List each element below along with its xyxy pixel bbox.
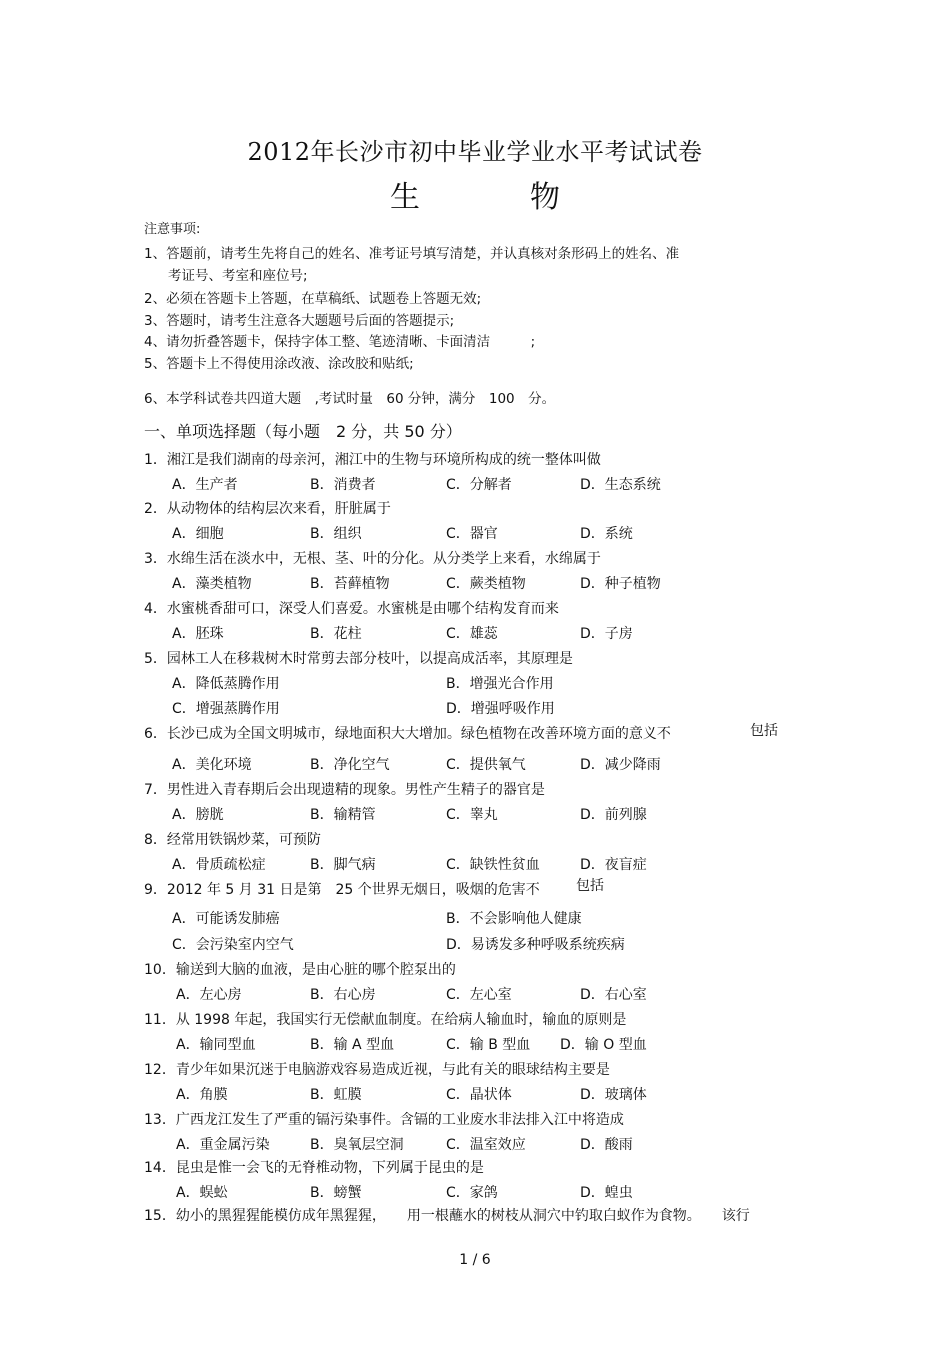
page-number: 1 / 6: [459, 1252, 491, 1268]
question-stem: 1．湘江是我们湖南的母亲河，湘江中的生物与环境所构成的统一整体叫做: [144, 452, 601, 468]
option-d: D．生态系统: [580, 477, 661, 493]
option-b: B．消费者: [310, 477, 376, 493]
option-d: D．前列腺: [580, 807, 647, 823]
option-a: A．膀胱: [172, 807, 224, 823]
option-b: B．螃蟹: [310, 1185, 362, 1201]
option-a: A．左心房: [176, 987, 242, 1003]
option-c: C．睾丸: [446, 807, 498, 823]
option-a: A．藻类植物: [172, 576, 252, 592]
question-stem: 5．园林工人在移栽树木时常剪去部分枝叶，以提高成活率，其原理是: [144, 651, 573, 667]
section-title: 一、单项选择题（每小题 2 分，共 50 分）: [144, 422, 462, 441]
option-b: B．增强光合作用: [446, 676, 554, 692]
question-stem: 13．广西龙江发生了严重的镉污染事件。含镉的工业废水非法排入江中将造成: [144, 1112, 624, 1128]
option-b: B．不会影响他人健康: [446, 911, 582, 927]
note-item: 2、必须在答题卡上答题，在草稿纸、试题卷上答题无效;: [144, 291, 482, 307]
question-stem: 6．长沙已成为全国文明城市，绿地面积大大增加。绿色植物在改善环境方面的意义不: [144, 726, 671, 742]
option-a: A．重金属污染: [176, 1137, 270, 1153]
option-c: C．家鸽: [446, 1185, 498, 1201]
option-c: C．器官: [446, 526, 498, 542]
question-stem: 15．幼小的黑猩猩能模仿成年黑猩猩， 用一根蘸水的树枝从洞穴中钓取白蚁作为食物。 该行: [144, 1208, 750, 1224]
option-d: D．易诱发多种呼吸系统疾病: [446, 937, 625, 953]
note-item: 6、本学科试卷共四道大题 ,考试时量 60 分钟，满分 100 分。: [144, 391, 556, 407]
option-d: D．右心室: [580, 987, 647, 1003]
option-b: B．苔藓植物: [310, 576, 390, 592]
option-a: A．骨质疏松症: [172, 857, 266, 873]
question-aside-text: 包括: [576, 878, 604, 894]
note-item: 1、答题前，请考生先将自己的姓名、准考证号填写清楚，并认真核对条形码上的姓名、准: [144, 246, 680, 262]
option-a: A．角膜: [176, 1087, 228, 1103]
option-a: A．美化环境: [172, 757, 252, 773]
option-c: C．增强蒸腾作用: [172, 701, 280, 717]
option-d: D．增强呼吸作用: [446, 701, 555, 717]
option-d: D．输 O 型血: [560, 1037, 647, 1053]
option-d: D．种子植物: [580, 576, 661, 592]
option-a: A．生产者: [172, 477, 238, 493]
option-c: C．雄蕊: [446, 626, 498, 642]
option-c: C．输 B 型血: [446, 1037, 531, 1053]
question-stem: 10．输送到大脑的血液，是由心脏的哪个腔泵出的: [144, 962, 456, 978]
question-stem: 3．水绵生活在淡水中，无根、茎、叶的分化。从分类学上来看，水绵属于: [144, 551, 601, 567]
option-b: B．净化空气: [310, 757, 390, 773]
question-stem: 9．2012 年 5 月 31 日是第 25 个世界无烟日，吸烟的危害不: [144, 882, 540, 898]
option-c: C．蕨类植物: [446, 576, 526, 592]
option-b: B．组织: [310, 526, 362, 542]
option-c: C．左心室: [446, 987, 512, 1003]
question-stem: 2．从动物体的结构层次来看，肝脏属于: [144, 501, 391, 517]
question-aside-text: 包括: [750, 723, 778, 739]
option-a: A．细胞: [172, 526, 224, 542]
option-b: B．输 A 型血: [310, 1037, 395, 1053]
option-b: B．右心房: [310, 987, 376, 1003]
question-stem: 8．经常用铁锅炒菜，可预防: [144, 832, 321, 848]
note-item: 考证号、考室和座位号;: [168, 268, 308, 284]
option-b: B．花柱: [310, 626, 362, 642]
option-c: C．会污染室内空气: [172, 937, 294, 953]
option-c: C．晶状体: [446, 1087, 512, 1103]
option-d: D．子房: [580, 626, 633, 642]
option-c: C．分解者: [446, 477, 512, 493]
notes-heading: 注意事项:: [144, 222, 201, 237]
question-stem: 11．从 1998 年起，我国实行无偿献血制度。在给病人输血时，输血的原则是: [144, 1012, 627, 1028]
option-c: C．提供氧气: [446, 757, 526, 773]
option-b: B．脚气病: [310, 857, 376, 873]
option-d: D．减少降雨: [580, 757, 661, 773]
option-d: D．系统: [580, 526, 633, 542]
option-a: A．降低蒸腾作用: [172, 676, 280, 692]
option-d: D．蝗虫: [580, 1185, 633, 1201]
question-stem: 4．水蜜桃香甜可口，深受人们喜爱。水蜜桃是由哪个结构发育而来: [144, 601, 559, 617]
exam-title: 2012年长沙市初中毕业学业水平考试试卷: [247, 138, 703, 166]
option-b: B．臭氧层空洞: [310, 1137, 404, 1153]
option-d: D．酸雨: [580, 1137, 633, 1153]
option-a: A．胚珠: [172, 626, 224, 642]
note-item: 5、答题卡上不得使用涂改液、涂改胶和贴纸;: [144, 356, 414, 372]
option-c: C．温室效应: [446, 1137, 526, 1153]
option-c: C．缺铁性贫血: [446, 857, 540, 873]
option-d: D．玻璃体: [580, 1087, 647, 1103]
subject-title: 生 物: [390, 180, 600, 215]
question-stem: 7．男性进入青春期后会出现遗精的现象。男性产生精子的器官是: [144, 782, 545, 798]
option-b: B．输精管: [310, 807, 376, 823]
question-stem: 12．青少年如果沉迷于电脑游戏容易造成近视，与此有关的眼球结构主要是: [144, 1062, 610, 1078]
note-item: 4、请勿折叠答题卡，保持字体工整、笔迹清晰、卡面清洁 ;: [144, 334, 536, 350]
note-item: 3、答题时，请考生注意各大题题号后面的答题提示;: [144, 313, 455, 329]
option-a: A．输同型血: [176, 1037, 256, 1053]
option-d: D．夜盲症: [580, 857, 647, 873]
option-a: A．蜈蚣: [176, 1185, 228, 1201]
question-stem: 14．昆虫是惟一会飞的无脊椎动物，下列属于昆虫的是: [144, 1160, 484, 1176]
option-a: A．可能诱发肺癌: [172, 911, 280, 927]
option-b: B．虹膜: [310, 1087, 362, 1103]
